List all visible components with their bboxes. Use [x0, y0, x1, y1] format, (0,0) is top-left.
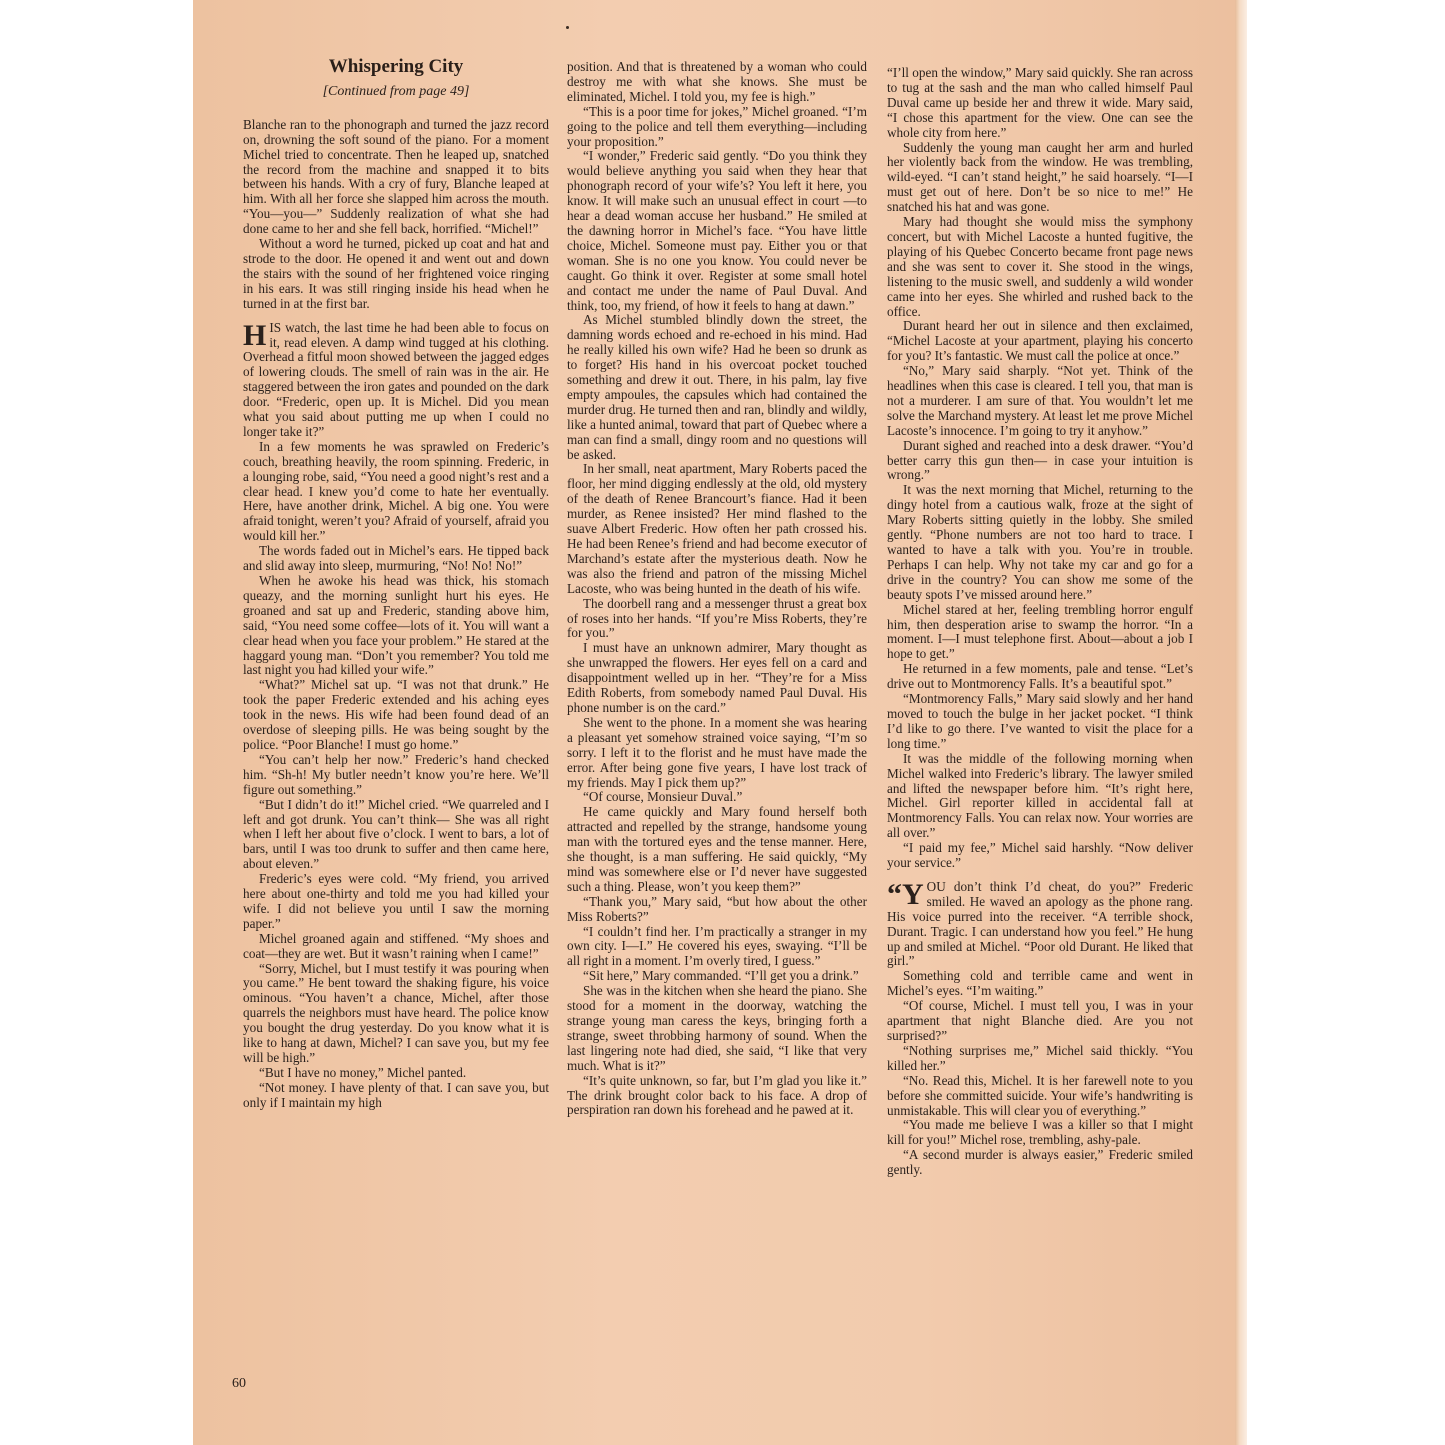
paragraph: Durant heard her out in silence and then exclaimed, “Michel Lacoste at your apartment, playing his concerto for you? It’s fantastic. We must call the police at once.” [887, 318, 1193, 364]
paragraph: Blanche ran to the phonograph and turned the jazz record on, drowning the soft sound of the piano. For a moment Michel tried to concentrate. Then he leaped up, snatched the record from the machine and snapped it to bits between his hands. With a cry of fury, Blanche leaped at him. With all her force she slapped him across the mouth. “You—you—” Suddenly realization of what she had done came to her and she fell back, horrified. “Michel!” [243, 116, 549, 237]
column-2 [567, 60, 867, 1118]
drop-cap-letter: H [243, 318, 267, 352]
paragraph: Michel groaned again and stiffened. “My shoes and coat—they are wet. But it wasn’t raining when I came!” [243, 930, 549, 961]
paragraph: In a few moments he was sprawled on Frederic’s couch, breathing heavily, the room spinning. Frederic, in a lounging robe, said, “You need a good night’s rest and a clear head. I knew you’d come to hate her eventually. Here, have another drink, Michel. A big one. You were afraid tonight, weren’t you? Afraid of yourself, afraid you would kill her.” [243, 438, 549, 544]
paragraph: Something cold and terrible came and went in Michel’s eyes. “I’m waiting.” [887, 968, 1193, 999]
paragraph: “It’s quite unknown, so far, but I’m glad you like it.” The drink brought color back to his face. A drop of perspiration ran down his forehead and he pawed at it. [567, 1072, 867, 1118]
paragraph: “Sorry, Michel, but I must testify it was pouring when you came.” He bent toward the shaking figure, his voice ominous. “You haven’t a chance, Michel, after those quarrels the neighbors must have heard. The police know you bought the drug yesterday. Do you know what it is like to hang at dawn, Michel? I can save you, but my fee will be high.” [243, 960, 549, 1065]
paragraph: “I’ll open the window,” Mary said quickly. She ran across to tug at the sash and the man who called himself Paul Duval came up beside her and threw it wide. Mary said, “I chose this apartment for the view. One can see the whole city from here.” [887, 65, 1193, 140]
paragraph: “This is a poor time for jokes,” Michel groaned. “I’m going to the police and tell them everything—including your proposition.” [567, 103, 867, 149]
paragraph: It was the next morning that Michel, returning to the dingy hotel from a cautious walk, froze at the sight of Mary Roberts sitting quietly in the lobby. She smiled gently. “Phone numbers are not too hard to trace. I wanted to have a talk with you. You’re in trouble. Perhaps I can help. Why not take my car and go for a drive in the country? You can show me some of the beauty spots I’ve missed around here.” [887, 482, 1193, 602]
paragraph: She was in the kitchen when she heard the piano. She stood for a moment in the doorway, watching the strange young man caress the keys, bringing forth a strange, sweet throbbing harmony of sound. When the last lingering note had died, she said, “I like that very much. What is it?” [567, 983, 867, 1073]
paragraph: In her small, neat apartment, Mary Roberts paced the floor, her mind digging endlessly at the old, old mystery of the death of Renee Brancourt’s fiance. Had it been murder, as Renee insisted? Her mind flashed to the suave Albert Frederic. How often her path crossed his. He had been Renee’s friend and had become executor of Marchand’s estate after the mysterious death. Now he was also the friend and patron of the missing Michel Lacoste, who was being hunted in the death of his wife. [567, 461, 867, 596]
paragraph: “Nothing surprises me,” Michel said thickly. “You killed her.” [887, 1042, 1193, 1073]
paragraph: Michel stared at her, feeling trembling horror engulf him, then desperation arise to swamp the horror. “In a moment. I—I must telephone first. About—about a job I hope to get.” [887, 601, 1193, 662]
paragraph: He returned in a few moments, pale and tense. “Let’s drive out to Montmorency Falls. It’s a beautiful spot.” [887, 661, 1193, 692]
drop-cap-letter: “Y [887, 877, 924, 911]
paragraph: “You can’t help her now.” Frederic’s hand checked him. “Sh-h! My butler needn’t know you’re here. We’ll figure out something.” [243, 751, 549, 797]
paragraph: “But I didn’t do it!” Michel cried. “We quarreled and I left and got drunk. You can’t think— She was all right when I left her about five o’clock. I went to bars, a lot of bars, until I was too drunk to suffer and then came here, about eleven.” [243, 796, 549, 872]
paragraph: I must have an unknown admirer, Mary thought as she unwrapped the flowers. Her eyes fell on a card and disappointment welled up in her. “They’re for a Miss Edith Roberts, from somebody named Paul Duval. His phone number is on the card.” [567, 640, 867, 715]
paragraph: “A second murder is always easier,” Frederic smiled gently. [887, 1147, 1193, 1178]
paragraph: Suddenly the young man caught her arm and hurled her violently back from the window. He was trembling, wild-eyed. “I can’t stand height,” he said hoarsely. “I—I must get out of here. Don’t be so nice to me!” He snatched his hat and was gone. [887, 139, 1193, 215]
paragraph-dropcap: “YOU don’t think I’d cheat, do you?” Frederic smiled. He waved an apology as the phone rang. His voice purred into the receiver. “A terrible shock, Durant. Tragic. I can understand how you feel.” He hung up and smiled at Michel. “Poor old Durant. He liked that girl.” [887, 877, 1193, 969]
paragraph: He came quickly and Mary found herself both attracted and repelled by the strange, handsome young man with the tortured eyes and the tense manner. Here, she thought, is a man suffering. He said quickly, “My mind was somewhere else or I’d never have suggested such a thing. Please, won’t you keep them?” [567, 804, 867, 894]
paragraph: As Michel stumbled blindly down the street, the damning words echoed and re-echoed in his mind. Had he really killed his own wife? Had he been so drunk as to forget? His hand in his overcoat pocket touched something and drew it out. There, in his palm, lay five empty ampoules, the capsules which had contained the murder drug. He turned then and ran, blindly and wildly, like a hunted animal, toward that part of Quebec where a man can find a small, dingy room and no questions will be asked. [567, 312, 867, 462]
paragraph: “I couldn’t find her. I’m practically a stranger in my own city. I—I.” He covered his eyes, swaying. “I’ll be all right in a moment. I’m overly tired, I guess.” [567, 923, 867, 969]
paragraph: “But I have no money,” Michel panted. [259, 1064, 467, 1080]
page-edge [1235, 0, 1247, 1445]
paragraph-dropcap: HIS watch, the last time he had been able to focus on it, read eleven. A damp wind tugged at his clothing. Overhead a fitful moon showed between the jagged edges of lowering clouds. The smell of rain was in the air. He staggered between the iron gates and pounded on the dark door. “Frederic, open up. It is Michel. Did you mean what you said about putting me up when I could no longer take it?” [243, 318, 549, 439]
article-title: Whispering City [328, 56, 464, 77]
paragraph: Durant sighed and reached into a desk drawer. “You’d better carry this gun then— in case your intuition is wrong.” [887, 437, 1193, 483]
paragraph: “Of course, Monsieur Duval.” [583, 789, 743, 805]
paragraph: “What?” Michel sat up. “I was not that drunk.” He took the paper Frederic extended and his aching eyes took in the news. His wife had been found dead of an overdose of sleeping pills. He was being sought by the police. “Poor Blanche! I must go home.” [243, 677, 549, 752]
paragraph: When he awoke his head was thick, his stomach queazy, and the morning sunlight hurt his eyes. He groaned and sat up and Frederic, standing above him, said, “You need some coffee—lots of it. You will want a clear head when you face your problem.” He stared at the haggard young man. “Don’t you remember? You told me last night you had killed your wife.” [243, 573, 549, 678]
column-1 [243, 56, 549, 1111]
continued-note: [Continued from page 49] [322, 83, 470, 99]
column-3 [887, 66, 1193, 1178]
paragraph: Without a word he turned, picked up coat and hat and strode to the door. He opened it and went out and down the stairs with the sound of her frightened voice ringing in his ears. It was still ringing inside his head when he turned in at the first bar. [243, 236, 549, 311]
paragraph: “Sit here,” Mary commanded. “I’ll get you a drink.” [583, 968, 859, 984]
paragraph: Mary had thought she would miss the symphony concert, but with Michel Lacoste a hunted fugitive, the playing of his Quebec Concerto became front page news and she was sent to cover it. She stood in the wings, listening to the music swell, and suddenly a wild wonder came into her eyes. She whirled and rushed back to the office. [887, 214, 1193, 319]
paragraph: “Thank you,” Mary said, “but how about the other Miss Roberts?” [567, 893, 867, 924]
paragraph: “No,” Mary said sharply. “Not yet. Think of the headlines when this case is cleared. I tell you, that man is not a murderer. I am sure of that. You wouldn’t let me solve the Marchand mystery. At least let me prove Michel Lacoste’s innocence. I’m going to try it anyhow.” [887, 363, 1193, 438]
page-number: 60 [232, 1376, 246, 1391]
paragraph: The doorbell rang and a messenger thrust a great box of roses into her hands. “If you’re Miss Roberts, they’re for you.” [567, 595, 867, 641]
paragraph: position. And that is threatened by a woman who could destroy me with what she knows. She must be eliminated, Michel. I told you, my fee is high.” [567, 59, 867, 104]
paragraph: “Not money. I have plenty of that. I can save you, but only if I maintain my high [243, 1079, 549, 1110]
paragraph: “Montmorency Falls,” Mary said slowly and her hand moved to touch the bulge in her jacket pocket. “I think I’d like to go there. I’ve wanted to visit the place for a long time.” [887, 691, 1193, 751]
paragraph: It was the middle of the following morning when Michel walked into Frederic’s library. The lawyer smiled and lifted the newspaper before him. “It’s right here, Michel. Girl reporter killed in accidental fall at Montmorency Falls. You can relax now. Your worries are all over.” [887, 750, 1193, 841]
print-mark [566, 26, 569, 29]
paragraph: “No. Read this, Michel. It is her farewell note to you before she committed suicide. Your wife’s handwriting is unmistakable. This will clear you of everything.” [887, 1072, 1193, 1118]
paragraph: She went to the phone. In a moment she was hearing a pleasant yet somehow strained voice saying, “I’m so sorry. I left it to the florist and he must have made the error. After being gone five years, I have lost track of my friends. May I pick them up?” [567, 714, 867, 790]
paragraph: The words faded out in Michel’s ears. He tipped back and slid away into sleep, murmuring, “No! No! No!” [243, 543, 549, 574]
paragraph: “I wonder,” Frederic said gently. “Do you think they would believe anything you said when they hear that phonograph record of your wife’s? You left it here, you know. It will make such an unusual effect in court —to hear a dead woman accuse her husband.” He smiled at the dawning horror in Michel’s face. “You have little choice, Michel. Someone must pay. Either you or that woman. She is no one you know. You could never be caught. Go think it over. Register at some small hotel and contact me under the name of Paul Duval. And think, too, my friend, of how it feels to hang at dawn.” [567, 148, 867, 313]
paragraph: “You made me believe I was a killer so that I might kill for you!” Michel rose, trembling, ashy-pale. [887, 1117, 1193, 1148]
paragraph: Frederic’s eyes were cold. “My friend, you arrived here about one-thirty and told me you had killed your wife. I did not believe you until I saw the morning paper.” [243, 871, 549, 931]
paragraph: “Of course, Michel. I must tell you, I was in your apartment that night Blanche died. Are you not surprised?” [887, 998, 1193, 1043]
paragraph: “I paid my fee,” Michel said harshly. “Now deliver your service.” [887, 840, 1193, 871]
